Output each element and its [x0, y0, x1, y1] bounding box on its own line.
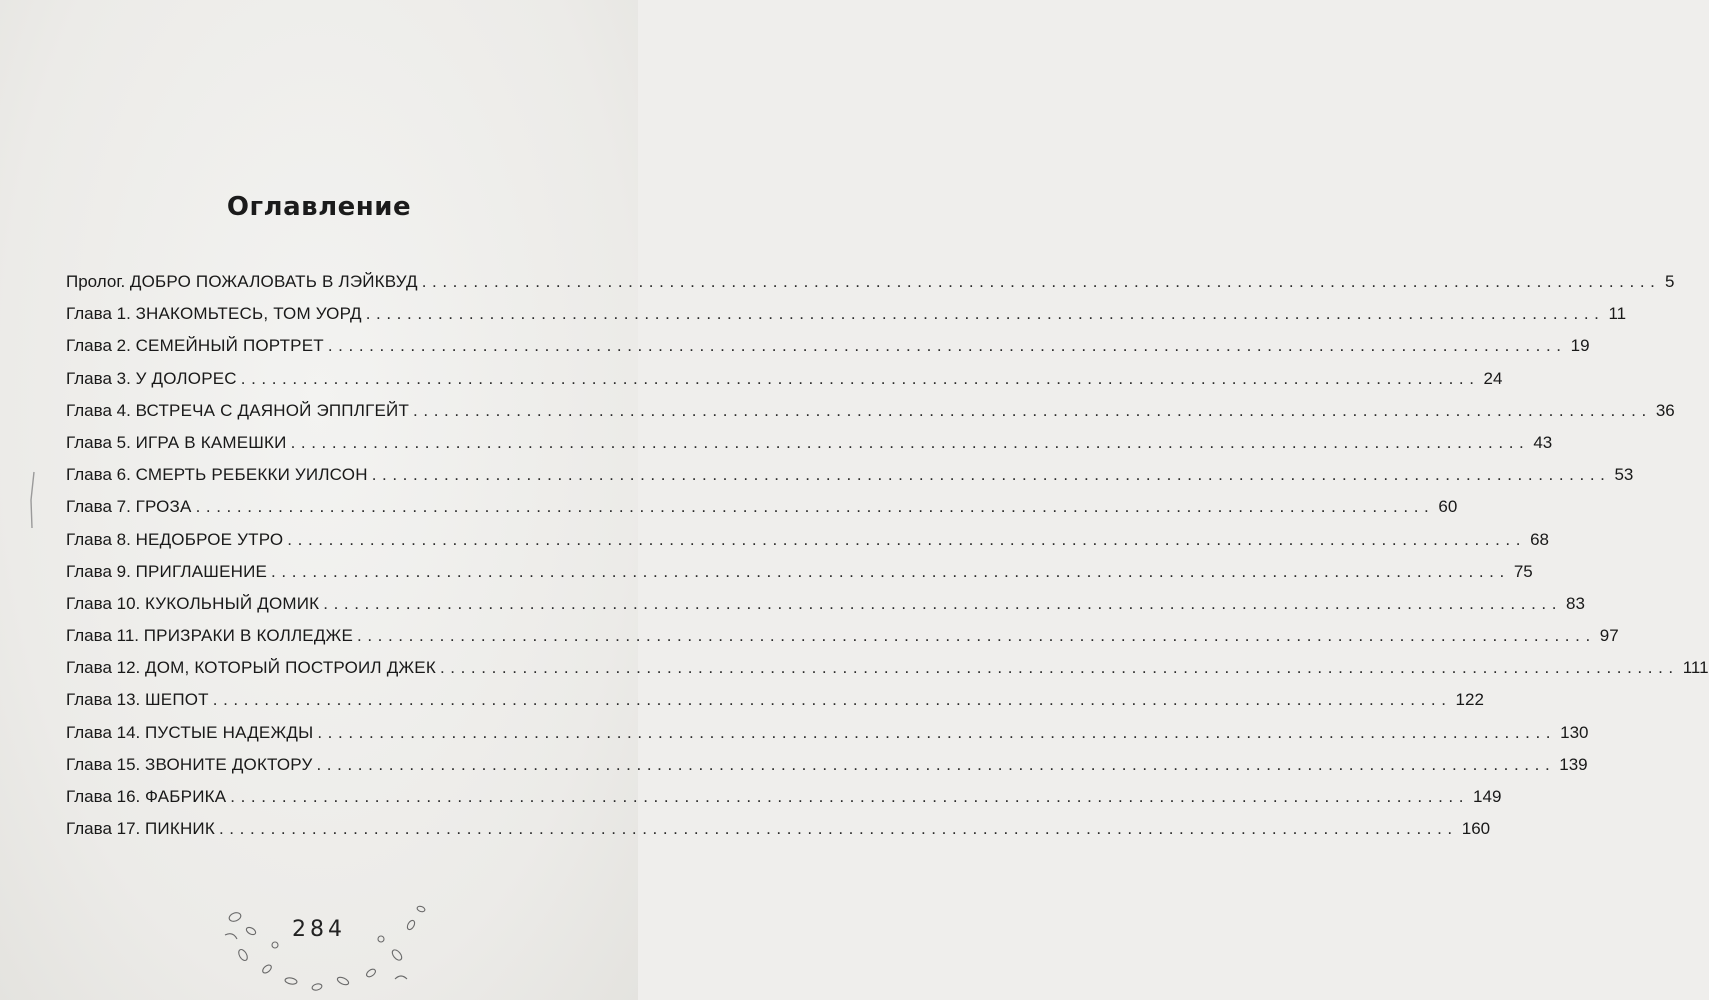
chapter-label: Глава 1.	[66, 304, 131, 324]
dot-leader: ........................................................................................................................	[365, 304, 1605, 324]
chapter-title: ВСТРЕЧА С ДАЯНОЙ ЭППЛГЕЙТ	[135, 400, 410, 420]
toc-entry	[66, 465, 1634, 497]
chapter-label: Глава 11.	[66, 626, 140, 646]
pencil-mark	[22, 470, 42, 530]
toc-entry	[66, 787, 1502, 819]
toc-entry	[66, 626, 1619, 658]
chapter-page-number: 43	[1533, 432, 1553, 452]
chapter-page-number: 60	[1438, 497, 1458, 517]
dot-leader: ........................................................................................................................	[413, 400, 1652, 420]
dot-leader: ........................................................................................................................	[195, 497, 1435, 517]
chapter-page-number: 139	[1559, 754, 1588, 774]
chapter-label: Глава 12.	[66, 658, 141, 678]
chapter-label: Глава 8.	[66, 529, 131, 549]
chapter-page-number: 130	[1560, 722, 1589, 742]
chapter-page-number: 11	[1608, 304, 1627, 324]
dot-leader: ........................................................................................................................	[371, 465, 1611, 485]
toc-entry	[66, 529, 1549, 562]
dot-leader: ........................................................................................................................	[316, 754, 1556, 774]
toc-entry	[66, 754, 1588, 787]
chapter-label: Глава 10.	[66, 593, 141, 613]
chapter-title: ЗВОНИТЕ ДОКТОРУ	[145, 754, 313, 774]
dot-leader: ........................................................................................................................	[317, 722, 1557, 742]
page-number: 284	[292, 917, 346, 942]
chapter-page-number: 149	[1473, 787, 1502, 806]
chapter-title: ДОБРО ПОЖАЛОВАТЬ В ЛЭЙКВУД	[129, 272, 418, 291]
chapter-page-number: 36	[1655, 400, 1675, 420]
dot-leader: ........................................................................................................................	[357, 626, 1596, 646]
dot-leader: ........................................................................................................................	[421, 272, 1661, 291]
chapter-page-number: 19	[1570, 336, 1590, 356]
chapter-page-number: 24	[1483, 368, 1503, 388]
chapter-label: Глава 16.	[66, 787, 141, 806]
chapter-page-number: 53	[1614, 465, 1634, 485]
chapter-title: ПРИГЛАШЕНИЕ	[135, 561, 268, 581]
chapter-title: СЕМЕЙНЫЙ ПОРТРЕТ	[135, 336, 324, 356]
chapter-title: ПРИЗРАКИ В КОЛЛЕДЖЕ	[143, 626, 353, 646]
toc-entry	[66, 690, 1484, 722]
dot-leader: ........................................................................................................................	[212, 690, 1452, 710]
toc-entry	[66, 497, 1458, 529]
chapter-title: ДОМ, КОТОРЫЙ ПОСТРОИЛ ДЖЕК	[145, 658, 436, 678]
chapter-title: КУКОЛЬНЫЙ ДОМИК	[145, 593, 320, 613]
toc-entry	[66, 658, 1709, 690]
toc-entry	[66, 432, 1553, 465]
toc-entry	[66, 272, 1675, 304]
chapter-label: Глава 14.	[66, 722, 141, 742]
dot-leader: ........................................................................................................................	[323, 593, 1563, 613]
table-of-contents	[66, 272, 1709, 851]
chapter-label: Глава 9.	[66, 561, 131, 581]
dot-leader: ........................................................................................................................	[240, 368, 1480, 388]
dot-leader: ........................................................................................................................	[218, 819, 1458, 839]
chapter-label: Глава 13.	[66, 690, 141, 710]
toc-entry	[66, 368, 1503, 401]
chapter-title: ИГРА В КАМЕШКИ	[135, 432, 287, 452]
chapter-label: Глава 7.	[66, 497, 131, 517]
toc-entry	[66, 400, 1675, 433]
floral-ornament-icon	[215, 895, 435, 995]
page-title: Оглавление	[226, 192, 412, 222]
toc-entry	[66, 819, 1491, 851]
toc-entry	[66, 593, 1585, 626]
chapter-label: Глава 2.	[66, 336, 131, 356]
chapter-title: У ДОЛОРЕС	[135, 368, 237, 388]
chapter-page-number: 68	[1530, 529, 1549, 549]
chapter-title: ЗНАКОМЬТЕСЬ, ТОМ УОРД	[135, 304, 362, 324]
chapter-label: Глава 6.	[66, 465, 131, 485]
chapter-page-number: 83	[1566, 593, 1585, 613]
toc-entry	[66, 304, 1627, 336]
chapter-label: Глава 15.	[66, 754, 141, 774]
chapter-page-number: 111	[1682, 658, 1709, 678]
chapter-title: СМЕРТЬ РЕБЕККИ УИЛСОН	[135, 465, 368, 485]
chapter-label: Пролог.	[66, 272, 126, 291]
chapter-page-number: 97	[1599, 626, 1619, 646]
dot-leader: ........................................................................................................................	[327, 336, 1567, 356]
chapter-title: ПУСТЫЕ НАДЕЖДЫ	[145, 722, 314, 742]
chapter-label: Глава 3.	[66, 368, 131, 388]
chapter-title: ФАБРИКА	[145, 787, 227, 806]
chapter-title: ГРОЗА	[135, 497, 192, 517]
toc-entry	[66, 561, 1533, 594]
dot-leader: ........................................................................................................................	[287, 529, 1527, 549]
toc-entry	[66, 722, 1589, 755]
dot-leader: ........................................................................................................................	[271, 561, 1510, 581]
dot-leader: ........................................................................................................................	[290, 432, 1530, 452]
dot-leader: ........................................................................................................................	[439, 658, 1679, 678]
chapter-label: Глава 4.	[66, 400, 131, 420]
toc-entry	[66, 336, 1590, 368]
chapter-page-number: 122	[1455, 690, 1484, 710]
chapter-page-number: 75	[1513, 561, 1533, 581]
chapter-title: НЕДОБРОЕ УТРО	[135, 529, 284, 549]
chapter-page-number: 5	[1665, 272, 1675, 291]
chapter-title: ПИКНИК	[145, 819, 215, 839]
dot-leader: ........................................................................................................................	[230, 787, 1470, 806]
bleed-through-text	[70, 0, 600, 270]
chapter-title: ШЕПОТ	[145, 690, 209, 710]
chapter-label: Глава 5.	[66, 432, 131, 452]
chapter-label: Глава 17.	[66, 819, 141, 839]
chapter-page-number: 160	[1461, 819, 1491, 839]
